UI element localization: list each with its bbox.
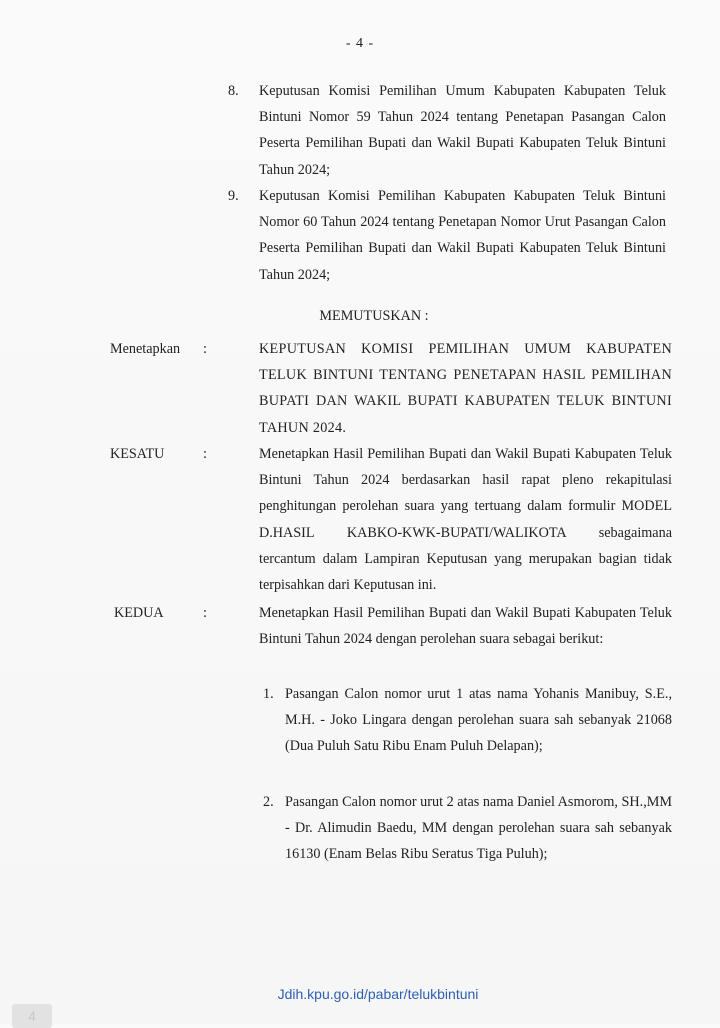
list-text: Keputusan Komisi Pemilihan Kabupaten Kabupaten Teluk Bintuni Nomor 60 Tahun 2024 tentang Penetapan Nomor Urut Pasangan Calon Peserta Pemilihan Bupati dan Wakil Bupati Kabupaten Teluk Bintuni Tahun 2024; (259, 188, 666, 283)
section-colon: : (203, 605, 207, 621)
list-number: 9. (228, 188, 239, 204)
page-corner-badge: 4 (12, 1004, 52, 1028)
list-text: Keputusan Komisi Pemilihan Umum Kabupaten Kabupaten Teluk Bintuni Nomor 59 Tahun 2024 tentang Penetapan Pasangan Calon Peserta Pemilihan Bupati dan Wakil Bupati Kabupaten Teluk Bintuni Tahun 2024; (259, 83, 666, 178)
section-label-kedua: KEDUA (114, 605, 164, 621)
section-text-kedua: Menetapkan Hasil Pemilihan Bupati dan Wakil Bupati Kabupaten Teluk Bintuni Tahun 2024 dengan perolehan suara sebagai berikut: (259, 605, 672, 648)
list-item-9 (228, 183, 666, 288)
section-label-menetapkan: Menetapkan (110, 341, 181, 357)
candidate-number: 1. (263, 686, 274, 702)
candidate-item-2 (263, 789, 672, 868)
section-text-menetapkan: KEPUTUSAN KOMISI PEMILIHAN UMUM KABUPATEN TELUK BINTUNI TENTANG PENETAPAN HASIL PEMILIHAN BUPATI DAN WAKIL BUPATI KABUPATEN TELUK BINTUNI TAHUN 2024. (259, 341, 672, 436)
list-number: 8. (228, 83, 239, 99)
candidate-text: Pasangan Calon nomor urut 1 atas nama Yohanis Manibuy, S.E., M.H. - Joko Lingara dengan perolehan suara sah sebanyak 21068 (Dua Puluh Satu Ribu Enam Puluh Delapan); (285, 686, 672, 755)
section-text-kesatu: Menetapkan Hasil Pemilihan Bupati dan Wakil Bupati Kabupaten Teluk Bintuni Tahun 2024 berdasarkan hasil rapat pleno rekapitulasi penghitungan perolehan suara yang tertuang dalam formulir MODEL D.HASIL KABKO-KWK-BUPATI/WALIKOTA sebagaimana tercantum dalam Lampiran Keputusan yang merupakan bagian tidak terpisahkan dari Keputusan ini. (259, 446, 672, 594)
section-colon: : (203, 341, 207, 357)
candidate-text: Pasangan Calon nomor urut 2 atas nama Daniel Asmorom, SH.,MM - Dr. Alimudin Baedu, MM dengan perolehan suara sah sebanyak 16130 (Enam Belas Ribu Seratus Tiga Puluh); (285, 794, 672, 863)
page-number: - 4 - (345, 36, 375, 51)
decision-heading: MEMUTUSKAN : (319, 308, 429, 324)
list-item-8 (228, 78, 666, 183)
section-label-kesatu: KESATU (110, 446, 165, 462)
section-colon: : (203, 446, 207, 462)
footer-url[interactable]: Jdih.kpu.go.id/pabar/telukbintuni (277, 986, 479, 1002)
candidate-number: 2. (263, 794, 274, 810)
candidate-item-1 (263, 681, 672, 760)
